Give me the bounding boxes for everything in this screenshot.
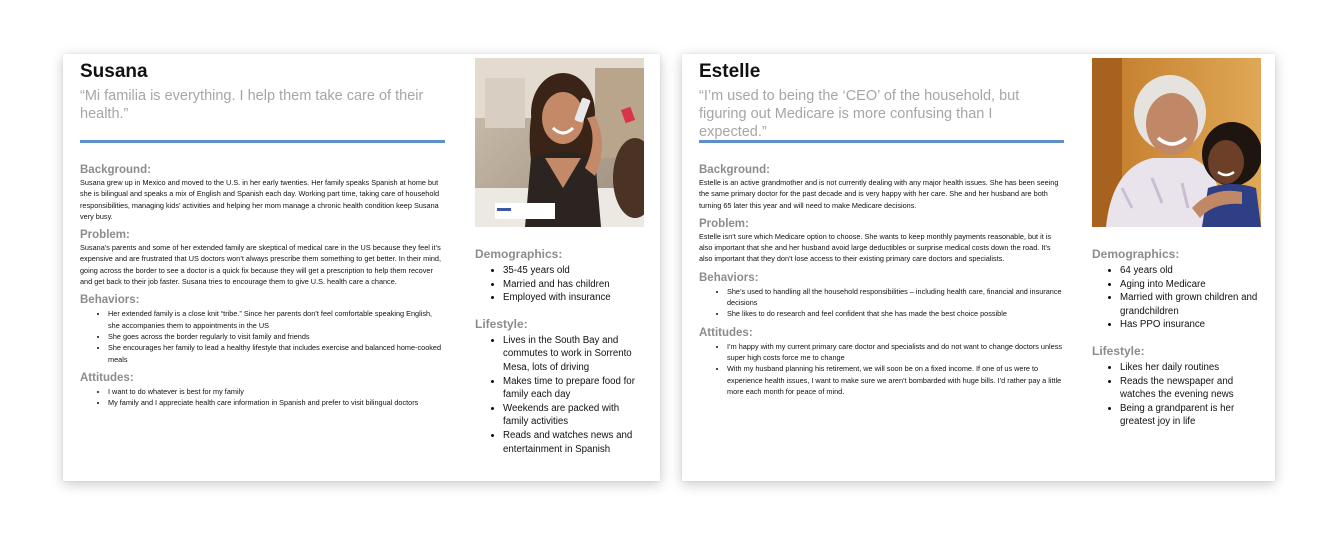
persona-card-susana bbox=[63, 54, 660, 481]
lifestyle-list bbox=[1092, 361, 1264, 429]
persona-photo-susana bbox=[475, 58, 644, 227]
problem-heading: Problem: bbox=[699, 217, 749, 230]
list-item: • Weekends are packed with family activities bbox=[503, 402, 647, 429]
demographics-heading: Demographics: bbox=[475, 247, 563, 261]
background-heading: Background: bbox=[699, 164, 770, 176]
list-item: • I’m happy with my current primary care doctor and specialists and do not want to change doctors unless super high costs force me to change bbox=[727, 341, 1064, 364]
list-item: • Employed with insurance bbox=[503, 291, 647, 305]
persona-name: Susana bbox=[80, 61, 148, 82]
persona-main-column bbox=[699, 60, 1064, 397]
persona-name: Estelle bbox=[699, 61, 761, 82]
list-item: • Reads and watches news and entertainment in Spanish bbox=[503, 429, 647, 456]
behaviors-heading: Behaviors: bbox=[699, 271, 759, 284]
list-item: • She goes across the border regularly to visit family and friends bbox=[108, 331, 445, 342]
lifestyle-heading: Lifestyle: bbox=[475, 316, 528, 331]
grandmother-and-grandchild-photo bbox=[1092, 58, 1261, 227]
persona-side-column bbox=[475, 247, 647, 456]
persona-photo-estelle bbox=[1092, 58, 1261, 227]
background-heading: Background: bbox=[80, 164, 151, 176]
list-item: • Married and has children bbox=[503, 278, 647, 292]
list-item: • My family and I appreciate health care information in Spanish and prefer to visit bilingual doctors bbox=[108, 397, 445, 408]
woman-on-phone-photo bbox=[475, 58, 644, 227]
divider bbox=[80, 140, 445, 143]
list-item: • Being a grandparent is her greatest joy in life bbox=[1120, 402, 1264, 429]
list-item: • Her extended family is a close knit “tribe.” Since her parents don’t feel comfortable speaking English, she accompanies them to appointments in the US bbox=[108, 308, 445, 331]
list-item: • Lives in the South Bay and commutes to work in Sorrento Mesa, lots of driving bbox=[503, 334, 647, 375]
behaviors-list bbox=[699, 286, 1064, 320]
problem-text: Estelle isn’t sure which Medicare option to choose. She wants to keep monthly payments reasonable, but it is also important that she and her husband avoid large deductibles or surprise medical costs down the road. It’s also important that they don’t lose access to their existing primary care doctors and specialists. bbox=[699, 231, 1052, 264]
demographics-list bbox=[475, 264, 647, 305]
list-item: • Aging into Medicare bbox=[1120, 278, 1264, 292]
demographics-heading: Demographics: bbox=[1092, 247, 1180, 261]
list-item: • 64 years old bbox=[1120, 264, 1264, 278]
persona-quote: “I’m used to being the ‘CEO’ of the household, but figuring out Medicare is more confusing than I expected.” bbox=[699, 88, 1020, 140]
list-item: • She’s used to handling all the household responsibilities – including health care, financial and insurance decisions bbox=[727, 286, 1064, 309]
persona-quote: “Mi familia is everything. I help them take care of their health.” bbox=[80, 88, 424, 122]
list-item: • 35-45 years old bbox=[503, 264, 647, 278]
list-item: • I want to do whatever is best for my family bbox=[108, 386, 445, 397]
list-item: • She likes to do research and feel confident that she has made the best choice possible bbox=[727, 308, 1064, 319]
background-text: Susana grew up in Mexico and moved to the U.S. in her early twenties. Her family speaks Spanish at home but she is bilingual and speaks a mix of English and Spanish each day. Working part time, taking care of household responsibilities, managing kids’ activities and helping her mom manage a chronic health condition keep Susana very busy. bbox=[80, 178, 440, 221]
attitudes-heading: Attitudes: bbox=[699, 326, 753, 339]
background-text: Estelle is an active grandmother and is not currently dealing with any major health issues. She has been seeing the same primary doctor for the past decade and is very happy with her care. She and her husband are both turning 65 later this year and will need to make Medicare decisions. bbox=[699, 178, 1059, 210]
attitudes-list bbox=[699, 341, 1064, 397]
persona-card-estelle bbox=[682, 54, 1275, 481]
lifestyle-list bbox=[475, 334, 647, 456]
list-item: • Likes her daily routines bbox=[1120, 361, 1264, 375]
attitudes-list bbox=[80, 386, 445, 409]
attitudes-heading: Attitudes: bbox=[80, 371, 134, 384]
list-item: • Makes time to prepare food for family each day bbox=[503, 375, 647, 402]
problem-text: Susana’s parents and some of her extended family are skeptical of medical care in the US because they feel it’s expensive and are frustrated that US doctors won’t always prescribe them something to get better. In their mind, going across the border to see a doctor is a quick fix because they will get a prescription to help them recover and get back to their job faster. Susana tries to encourage them to give U.S. health care a chance. bbox=[80, 243, 441, 287]
behaviors-list bbox=[80, 308, 445, 364]
behaviors-heading: Behaviors: bbox=[80, 294, 140, 307]
list-item: • With my husband planning his retirement, we will soon be on a fixed income. If one of us were to experience health issues, I want to make sure we aren’t bombarded with huge bills. I’d rather pay a little more each month for peace of mind. bbox=[727, 363, 1064, 397]
list-item: • Married with grown children and grandchildren bbox=[1120, 291, 1264, 318]
demographics-list bbox=[1092, 264, 1264, 332]
persona-side-column bbox=[1092, 247, 1264, 429]
list-item: • She encourages her family to lead a healthy lifestyle that includes exercise and balanced home-cooked meals bbox=[108, 342, 445, 365]
problem-heading: Problem: bbox=[80, 229, 130, 242]
lifestyle-heading: Lifestyle: bbox=[1092, 343, 1145, 358]
list-item: • Reads the newspaper and watches the evening news bbox=[1120, 375, 1264, 402]
persona-main-column bbox=[80, 60, 445, 408]
list-item: • Has PPO insurance bbox=[1120, 318, 1264, 332]
